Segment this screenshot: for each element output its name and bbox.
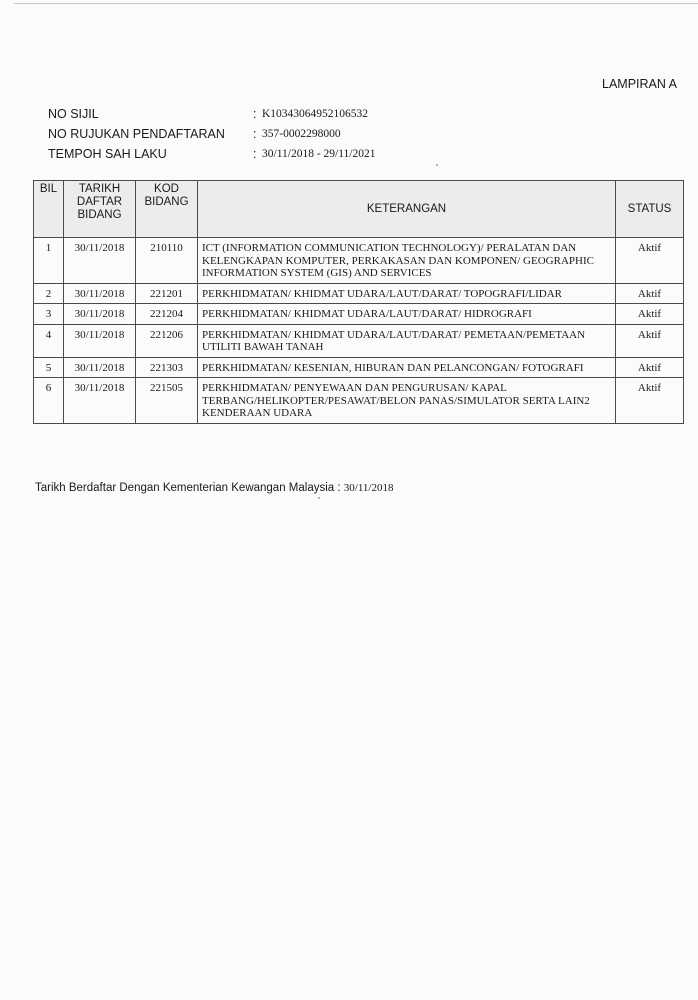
scan-speck bbox=[318, 497, 320, 499]
cell-kod: 221505 bbox=[136, 378, 198, 424]
meta-row-no-sijil bbox=[48, 107, 468, 127]
table-row bbox=[34, 378, 684, 424]
table-row bbox=[34, 304, 684, 325]
cell-status: Aktif bbox=[616, 238, 684, 284]
cell-bil: 4 bbox=[34, 324, 64, 357]
cell-kod: 221206 bbox=[136, 324, 198, 357]
certificate-details bbox=[48, 107, 468, 167]
cell-status: Aktif bbox=[616, 304, 684, 325]
meta-colon: : bbox=[253, 127, 257, 141]
meta-colon: : bbox=[253, 147, 257, 161]
cell-bil: 6 bbox=[34, 378, 64, 424]
cell-tarikh: 30/11/2018 bbox=[64, 304, 136, 325]
cell-kod: 221201 bbox=[136, 283, 198, 304]
cell-keterangan: ICT (INFORMATION COMMUNICATION TECHNOLOGY)/ PERALATAN DAN KELENGKAPAN KOMPUTER, PERKAKASAN DAN KOMPONEN/ GEOGRAPHIC INFORMATION SYSTEM (GIS) AND SERVICES bbox=[198, 238, 616, 284]
footer-label: Tarikh Berdaftar Dengan Kementerian Kewangan Malaysia bbox=[35, 482, 335, 494]
cell-kod: 221204 bbox=[136, 304, 198, 325]
meta-row-tempoh bbox=[48, 147, 468, 167]
meta-label: NO RUJUKAN PENDAFTARAN bbox=[48, 127, 225, 141]
bidang-table bbox=[33, 180, 684, 424]
col-header-tarikh: TARIKH DAFTAR BIDANG bbox=[64, 181, 136, 238]
cell-bil: 5 bbox=[34, 357, 64, 378]
top-rule bbox=[14, 3, 698, 4]
footer-value: 30/11/2018 bbox=[343, 482, 394, 494]
table-row bbox=[34, 238, 684, 284]
cell-status: Aktif bbox=[616, 378, 684, 424]
meta-value: 30/11/2018 - 29/11/2021 bbox=[262, 148, 376, 160]
table-header-row bbox=[34, 181, 684, 238]
meta-value: K10343064952106532 bbox=[262, 108, 369, 120]
meta-label: TEMPOH SAH LAKU bbox=[48, 147, 167, 161]
col-header-status: STATUS bbox=[616, 181, 684, 238]
col-header-keterangan: KETERANGAN bbox=[198, 181, 616, 238]
cell-kod: 210110 bbox=[136, 238, 198, 284]
cell-keterangan: PERKHIDMATAN/ PENYEWAAN DAN PENGURUSAN/ KAPAL TERBANG/HELIKOPTER/PESAWAT/BELON PANAS/SIMULATOR SERTA LAIN2 KENDERAAN UDARA bbox=[198, 378, 616, 424]
registration-date-line bbox=[35, 482, 393, 494]
meta-row-no-rujukan bbox=[48, 127, 468, 147]
cell-bil: 3 bbox=[34, 304, 64, 325]
table-row bbox=[34, 283, 684, 304]
cell-tarikh: 30/11/2018 bbox=[64, 324, 136, 357]
lampiran-label: LAMPIRAN A bbox=[602, 77, 678, 91]
cell-status: Aktif bbox=[616, 283, 684, 304]
cell-tarikh: 30/11/2018 bbox=[64, 378, 136, 424]
cell-keterangan: PERKHIDMATAN/ KHIDMAT UDARA/LAUT/DARAT/ HIDROGRAFI bbox=[198, 304, 616, 325]
scan-speck bbox=[436, 164, 438, 166]
meta-colon: : bbox=[253, 107, 257, 121]
cell-bil: 1 bbox=[34, 238, 64, 284]
cell-kod: 221303 bbox=[136, 357, 198, 378]
cell-tarikh: 30/11/2018 bbox=[64, 238, 136, 284]
col-header-kod: KOD BIDANG bbox=[136, 181, 198, 238]
cell-status: Aktif bbox=[616, 357, 684, 378]
table-row bbox=[34, 324, 684, 357]
cell-tarikh: 30/11/2018 bbox=[64, 283, 136, 304]
cell-bil: 2 bbox=[34, 283, 64, 304]
col-header-bil: BIL bbox=[34, 181, 64, 238]
cell-tarikh: 30/11/2018 bbox=[64, 357, 136, 378]
cell-status: Aktif bbox=[616, 324, 684, 357]
cell-keterangan: PERKHIDMATAN/ KHIDMAT UDARA/LAUT/DARAT/ TOPOGRAFI/LIDAR bbox=[198, 283, 616, 304]
table-row bbox=[34, 357, 684, 378]
meta-value: 357-0002298000 bbox=[262, 128, 341, 140]
meta-label: NO SIJIL bbox=[48, 107, 99, 121]
cell-keterangan: PERKHIDMATAN/ KESENIAN, HIBURAN DAN PELANCONGAN/ FOTOGRAFI bbox=[198, 357, 616, 378]
footer-colon: : bbox=[337, 482, 344, 494]
cell-keterangan: PERKHIDMATAN/ KHIDMAT UDARA/LAUT/DARAT/ PEMETAAN/PEMETAAN UTILITI BAWAH TANAH bbox=[198, 324, 616, 357]
